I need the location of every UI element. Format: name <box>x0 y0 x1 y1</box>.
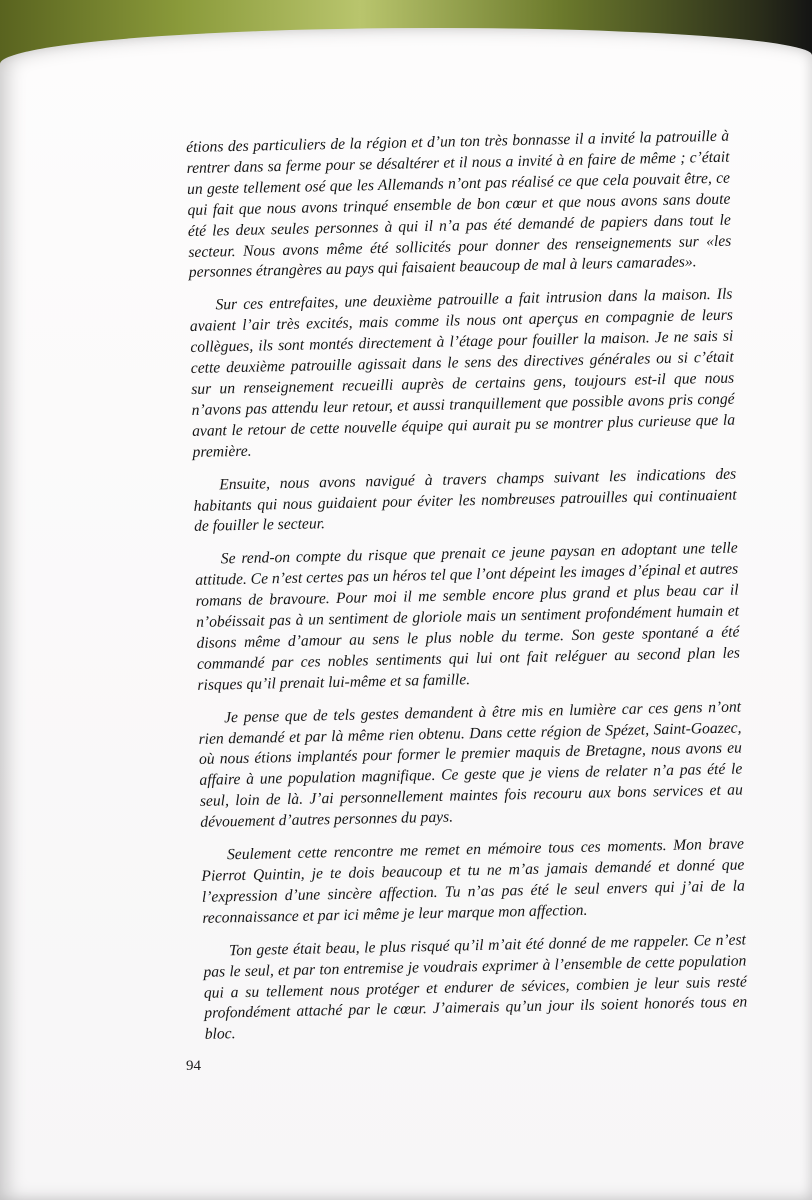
paragraph: étions des particuliers de la région et d’un ton très bonnasse il a invité la patrouille à rentrer dans sa ferme pour se désaltérer et il nous a invité à en faire de même ; c’était un geste tellement osé que les Allemands n’ont pas réalisé ce que cela pouvait être, ce qui fait que nous avons trinqué ensemble de bon cœur et que nous avons sans doute été les deux seules personnes à qui il n’a pas été demandé de papiers dans tout le secteur. Nous avons même été sollicités pour donner des renseignements sur «les personnes étrangères au pays qui faisaient beaucoup de mal à leurs camarades». <box>186 127 732 282</box>
paragraph: Ensuite, nous avons navigué à travers champs suivant les indications des habitants qui nous guidaient pour éviter les nombreuses patrouilles qui continuaient de fouiller le secteur. <box>193 465 737 536</box>
paragraph: Se rend-on compte du risque que prenait ce jeune paysan en adoptant une telle attitude. Ce n’est certes pas un héros tel que l’ont dépeint les images d’épinal et autres romans de bravoure. Pour moi il me semble encore plus grand et plus beau car il n’obéissait pas à un sentiment de gloriole mais un sentiment profondément humain et disons même d’amour au sens le plus noble du terme. Son geste spontané a été commandé par ces nobles sentiments qui lui ont fait reléguer au second plan les risques qu’il prenait lui-même et sa famille. <box>195 539 741 694</box>
paragraph: Ton geste était beau, le plus risqué qu’il m’ait été donné de me rappeler. Ce n’est pas le seul, et par ton entremise je voudrais exprimer à l’ensemble de cette population qui a su tellement nous protéger et endurer de sévices, combien je leur suis resté profondément attaché par le cœur. J’aimerais qu’un jour ils soient honorés tous en bloc. <box>203 931 748 1044</box>
page-number: 94 <box>186 1058 201 1074</box>
page-body-text <box>186 127 748 1058</box>
book-page <box>0 28 812 1200</box>
paragraph: Seulement cette rencontre me remet en mémoire tous ces moments. Mon brave Pierrot Quintin, je te dois beaucoup et tu ne m’as jamais demandé et donné que l’expression d’une sincère affection. Tu n’as pas été le seul envers qui j’ai de la reconnaissance et par ici même je leur marque mon affection. <box>201 835 745 927</box>
paragraph: Sur ces entrefaites, une deuxième patrouille a fait intrusion dans la maison. Ils avaient l’air très excités, mais comme ils nous ont aperçus en compagnie de leurs collègues, ils sont montés directement à l’étage pour fouiller la maison. Je ne sais si cette deuxième patrouille agissait dans le sens des directives générales ou si c’était sur un renseignement recueilli auprès de certains gens, toujours est-il que nous n’avons pas attendu leur retour, et aussi tranquillement que possible avons pris congé avant le retour de cette nouvelle équipe qui aurait pu se montrer plus curieuse que la première. <box>189 285 736 461</box>
paragraph: Je pense que de tels gestes demandent à être mis en lumière car ces gens n’ont rien demandé et par là même rien obtenu. Dans cette région de Spézet, Saint-Goazec, où nous étions implantés pour former le premier maquis de Bretagne, nous avons eu affaire à une population magnifique. Ce geste que je viens de relater n’a pas été le seul, loin de là. J’ai personnellement maintes fois recouru aux bons services et au dévouement d’autres personnes du pays. <box>198 698 743 832</box>
